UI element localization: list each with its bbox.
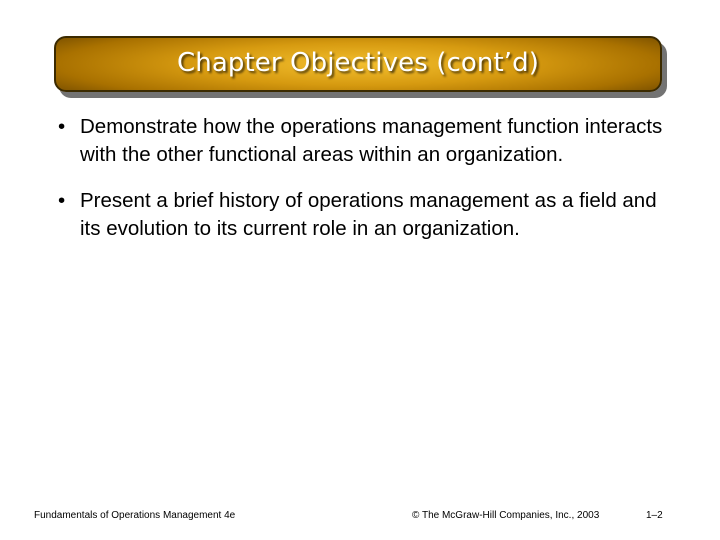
bullet-marker: • [58, 115, 66, 138]
footer-book-title: Fundamentals of Operations Management 4e [34, 510, 236, 521]
title-banner [54, 36, 662, 92]
bullet-item [58, 113, 678, 169]
bullet-item [58, 187, 678, 243]
bullet-list [58, 113, 678, 261]
footer-page-number: 1–2 [646, 510, 663, 521]
bullet-text: Demonstrate how the operations management function interacts with the other functional areas within an organization. [80, 115, 663, 166]
footer-copyright: © The McGraw-Hill Companies, Inc., 2003 [412, 510, 600, 521]
bullet-text: Present a brief history of operations management as a field and its evolution to its current role in an organization. [80, 189, 657, 240]
slide-title: Chapter Objectives (cont’d) [177, 48, 539, 78]
bullet-marker: • [58, 189, 66, 212]
